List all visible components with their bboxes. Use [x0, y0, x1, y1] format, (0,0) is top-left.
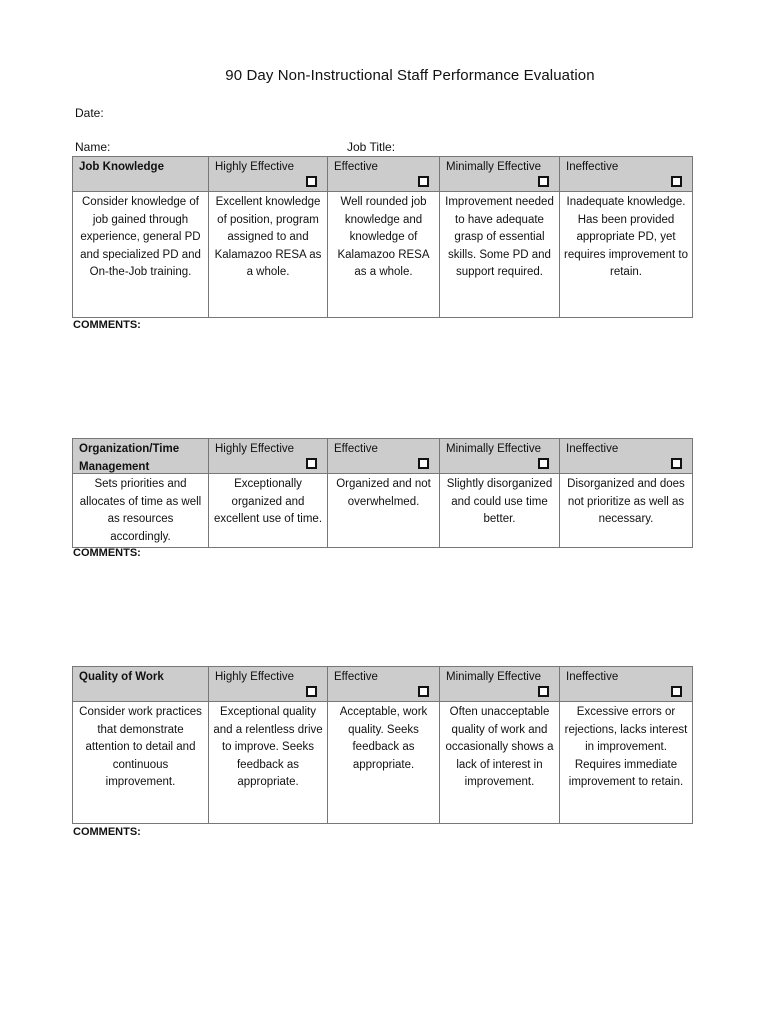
checkbox-ineffective[interactable]: [671, 686, 682, 697]
descriptor-highly-effective: Excellent knowledge of position, program assigned to and Kalamazoo RESA as a whole.: [214, 196, 322, 278]
rating-label-effective: Effective: [334, 443, 378, 455]
rubric-header-row: [73, 439, 693, 474]
comments-label: COMMENTS:: [73, 826, 141, 838]
criterion-title: Quality of Work: [79, 671, 164, 683]
rating-label-ineffective: Ineffective: [566, 671, 619, 683]
rubric-table-quality-of-work: [72, 666, 693, 824]
rating-label-ineffective: Ineffective: [566, 161, 619, 173]
job-title-label: Job Title:: [347, 140, 396, 154]
descriptor-effective: Organized and not overwhelmed.: [336, 478, 431, 508]
rating-label-highly-effective: Highly Effective: [215, 671, 295, 683]
rubric-body-row: [73, 702, 693, 824]
rubric-body-row: [73, 474, 693, 548]
descriptor-minimally-effective: Often unacceptable quality of work and occasionally shows a lack of interest in improvement.: [445, 706, 554, 788]
descriptor-ineffective: Disorganized and does not prioritize as well as necessary.: [567, 478, 685, 525]
descriptor-highly-effective: Exceptional quality and a relentless drive to improve. Seeks feedback as appropriate.: [213, 706, 323, 788]
descriptor-minimally-effective: Slightly disorganized and could use time better.: [446, 478, 553, 525]
criterion-title: Organization/Time Management: [79, 443, 180, 473]
rubric-body-row: [73, 192, 693, 318]
criterion-description: Consider knowledge of job gained through experience, general PD and specialized PD and On-the-Job training.: [80, 196, 201, 278]
rating-label-ineffective: Ineffective: [566, 443, 619, 455]
descriptor-effective: Acceptable, work quality. Seeks feedback as appropriate.: [339, 706, 428, 771]
checkbox-ineffective[interactable]: [671, 176, 682, 187]
rubric-header-row: [73, 157, 693, 192]
checkbox-effective[interactable]: [418, 176, 429, 187]
rating-label-effective: Effective: [334, 671, 378, 683]
checkbox-effective[interactable]: [418, 458, 429, 469]
checkbox-effective[interactable]: [418, 686, 429, 697]
comments-label: COMMENTS:: [73, 547, 141, 559]
checkbox-minimally-effective[interactable]: [538, 176, 549, 187]
criterion-description: Consider work practices that demonstrate attention to detail and continuous improvement.: [79, 706, 202, 788]
rubric-table-organization: [72, 438, 693, 548]
checkbox-highly-effective[interactable]: [306, 686, 317, 697]
criterion-title: Job Knowledge: [79, 161, 164, 173]
rating-label-minimally-effective: Minimally Effective: [446, 443, 542, 455]
rubric-table-job-knowledge: [72, 156, 693, 318]
rubric-header-row: [73, 667, 693, 702]
checkbox-minimally-effective[interactable]: [538, 458, 549, 469]
rating-label-minimally-effective: Minimally Effective: [446, 161, 542, 173]
date-label: Date:: [75, 106, 104, 120]
rating-label-effective: Effective: [334, 161, 378, 173]
checkbox-highly-effective[interactable]: [306, 458, 317, 469]
descriptor-highly-effective: Exceptionally organized and excellent use of time.: [213, 478, 323, 525]
rating-label-minimally-effective: Minimally Effective: [446, 671, 542, 683]
descriptor-effective: Well rounded job knowledge and knowledge of Kalamazoo RESA as a whole.: [337, 196, 430, 278]
checkbox-minimally-effective[interactable]: [538, 686, 549, 697]
descriptor-ineffective: Excessive errors or rejections, lacks interest in improvement. Requires immediate improvement to retain.: [564, 706, 688, 788]
form-title: 90 Day Non-Instructional Staff Performance Evaluation: [225, 67, 595, 84]
rating-label-highly-effective: Highly Effective: [215, 443, 295, 455]
descriptor-ineffective: Inadequate knowledge. Has been provided appropriate PD, yet requires improvement to retain.: [564, 196, 688, 278]
name-label: Name:: [75, 140, 111, 154]
descriptor-minimally-effective: Improvement needed to have adequate grasp of essential skills. Some PD and support required.: [445, 196, 554, 278]
checkbox-ineffective[interactable]: [671, 458, 682, 469]
rating-label-highly-effective: Highly Effective: [215, 161, 295, 173]
comments-label: COMMENTS:: [73, 319, 141, 331]
criterion-description: Sets priorities and allocates of time as well as resources accordingly.: [79, 478, 202, 543]
checkbox-highly-effective[interactable]: [306, 176, 317, 187]
